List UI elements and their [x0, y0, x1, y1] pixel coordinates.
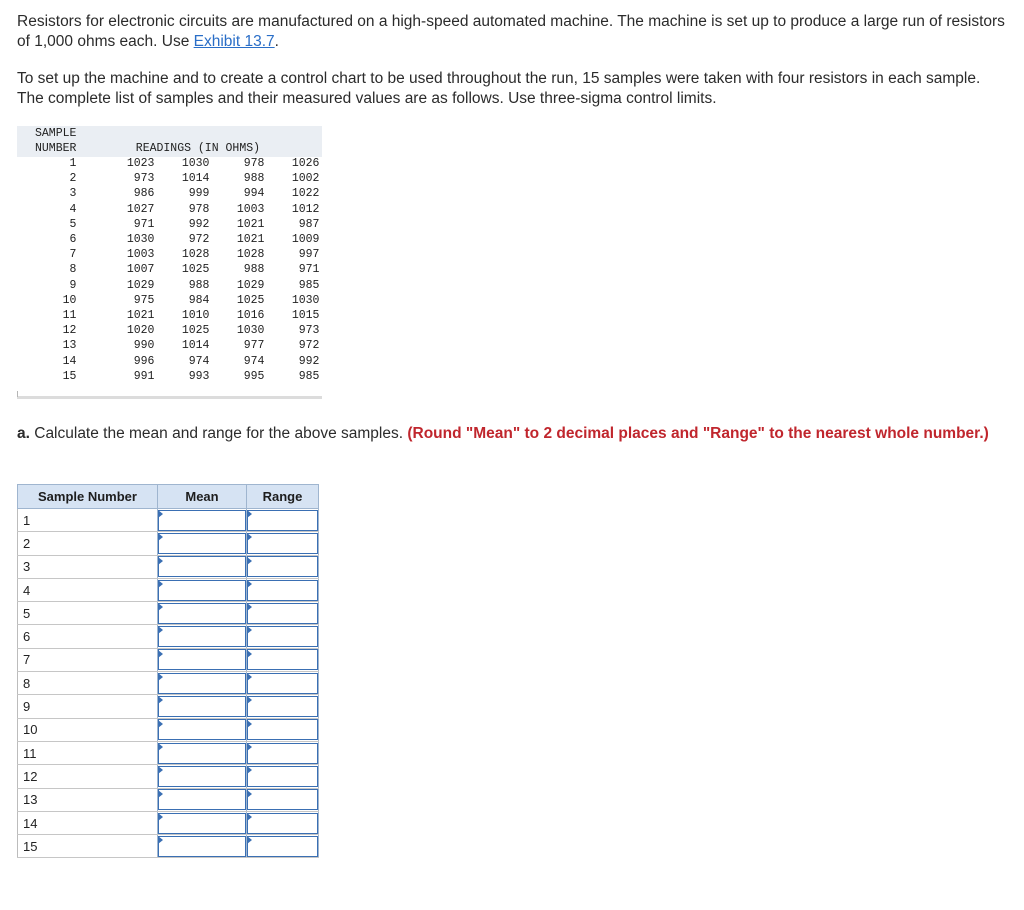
answer-sample-number: 11	[18, 741, 158, 764]
input-marker-icon	[247, 836, 252, 844]
answer-row	[18, 625, 319, 648]
answer-header-mean: Mean	[158, 485, 247, 509]
answer-sample-number: 15	[18, 835, 158, 858]
reading-cell: 1020	[126, 324, 155, 338]
input-marker-icon	[247, 673, 252, 681]
readings-row	[17, 308, 319, 323]
answer-row	[18, 602, 319, 625]
mean-cell	[158, 672, 247, 695]
sample-number-cell: 7	[69, 248, 77, 262]
intro-period: .	[274, 33, 279, 50]
reading-cell: 1014	[181, 172, 210, 186]
answer-row	[18, 648, 319, 671]
reading-cell: 1010	[181, 309, 210, 323]
mean-cell	[158, 811, 247, 834]
answer-sample-number: 8	[18, 672, 158, 695]
readings-table-image	[17, 126, 322, 399]
range-cell	[247, 555, 319, 578]
answer-sample-number: 5	[18, 602, 158, 625]
range-input[interactable]	[247, 510, 318, 531]
sample-number-cell: 13	[62, 339, 77, 353]
reading-cell: 977	[243, 339, 265, 353]
input-marker-icon	[158, 720, 163, 728]
input-marker-icon	[158, 813, 163, 821]
readings-header: READINGS (IN OHMS)	[135, 142, 261, 155]
answer-sample-number: 6	[18, 625, 158, 648]
reading-cell: 978	[188, 202, 210, 216]
reading-cell: 1022	[291, 187, 320, 201]
readings-row	[17, 369, 319, 384]
input-marker-icon	[158, 766, 163, 774]
reading-cell: 1030	[126, 233, 155, 247]
reading-cell: 985	[298, 369, 320, 383]
reading-cell: 1025	[181, 324, 210, 338]
mean-input[interactable]	[158, 603, 246, 624]
sample-number-cell: 12	[62, 324, 77, 338]
readings-row	[17, 186, 319, 201]
answer-row	[18, 695, 319, 718]
input-marker-icon	[247, 650, 252, 658]
mean-cell	[158, 718, 247, 741]
input-marker-icon	[247, 626, 252, 634]
sample-number-cell: 14	[62, 354, 77, 368]
range-cell	[247, 695, 319, 718]
input-marker-icon	[158, 626, 163, 634]
sample-number-cell: 11	[62, 309, 77, 323]
readings-row	[17, 354, 319, 369]
range-input[interactable]	[247, 673, 318, 694]
reading-cell: 971	[298, 263, 320, 277]
mean-input[interactable]	[158, 743, 246, 764]
input-marker-icon	[247, 510, 252, 518]
mean-cell	[158, 835, 247, 858]
answer-sample-number: 4	[18, 578, 158, 601]
readings-row	[17, 171, 319, 186]
range-cell	[247, 648, 319, 671]
range-cell	[247, 602, 319, 625]
intro-text: Resistors for electronic circuits are manufactured on a high-speed automated machine. The machine is set up to produce a large run of resistors of 1,000 ohms each. Use	[17, 13, 1005, 50]
input-marker-icon	[247, 603, 252, 611]
answer-sample-number: 10	[18, 718, 158, 741]
answer-sample-number: 12	[18, 765, 158, 788]
readings-table	[17, 126, 319, 384]
answer-row	[18, 788, 319, 811]
answer-sample-number: 3	[18, 555, 158, 578]
reading-cell: 1028	[181, 248, 210, 262]
answer-header-range: Range	[247, 485, 319, 509]
range-cell	[247, 741, 319, 764]
readings-row	[17, 262, 319, 277]
input-marker-icon	[158, 743, 163, 751]
reading-cell: 996	[133, 354, 155, 368]
answer-sample-number: 1	[18, 509, 158, 532]
reading-cell: 1030	[181, 157, 210, 170]
reading-cell: 1025	[236, 293, 265, 307]
answer-sample-number: 14	[18, 811, 158, 834]
question-a-label: a.	[17, 425, 30, 442]
question-a	[17, 424, 1007, 443]
input-marker-icon	[158, 533, 163, 541]
input-marker-icon	[247, 533, 252, 541]
range-cell	[247, 672, 319, 695]
range-input[interactable]	[247, 743, 318, 764]
answer-sample-number: 9	[18, 695, 158, 718]
sample-header-line2: NUMBER	[35, 142, 77, 155]
reading-cell: 1016	[236, 309, 265, 323]
reading-cell: 995	[243, 369, 265, 383]
readings-row	[17, 323, 319, 338]
sample-header-line1: SAMPLE	[35, 127, 77, 140]
range-input[interactable]	[247, 649, 318, 670]
sample-number-cell: 5	[69, 217, 77, 231]
input-marker-icon	[247, 696, 252, 704]
reading-cell: 973	[133, 172, 155, 186]
input-marker-icon	[247, 766, 252, 774]
reading-cell: 992	[298, 354, 320, 368]
reading-cell: 993	[188, 369, 210, 383]
range-input[interactable]	[247, 836, 318, 857]
sample-number-cell: 3	[69, 187, 77, 201]
answer-sample-number: 13	[18, 788, 158, 811]
input-marker-icon	[158, 650, 163, 658]
reading-cell: 975	[133, 293, 155, 307]
reading-cell: 986	[133, 187, 155, 201]
range-cell	[247, 532, 319, 555]
readings-row	[17, 202, 319, 217]
reading-cell: 1029	[236, 278, 265, 292]
reading-cell: 1003	[236, 202, 265, 216]
range-input[interactable]	[247, 719, 318, 740]
mean-input[interactable]	[158, 673, 246, 694]
reading-cell: 974	[243, 354, 265, 368]
reading-cell: 990	[133, 339, 155, 353]
input-marker-icon	[158, 790, 163, 798]
answer-row	[18, 578, 319, 601]
problem-intro	[17, 12, 1007, 52]
reading-cell: 1021	[236, 233, 265, 247]
table-edge-mark	[17, 391, 18, 397]
answer-row	[18, 509, 319, 532]
reading-cell: 1009	[291, 233, 320, 247]
range-input[interactable]	[247, 766, 318, 787]
input-marker-icon	[247, 790, 252, 798]
reading-cell: 987	[298, 217, 320, 231]
answer-row	[18, 811, 319, 834]
sample-number-cell: 6	[69, 233, 77, 247]
range-cell	[247, 835, 319, 858]
range-cell	[247, 811, 319, 834]
input-marker-icon	[247, 557, 252, 565]
input-marker-icon	[158, 580, 163, 588]
answer-row	[18, 532, 319, 555]
sample-number-cell: 2	[69, 172, 77, 186]
mean-cell	[158, 555, 247, 578]
sample-number-cell: 10	[62, 293, 77, 307]
range-input[interactable]	[247, 696, 318, 717]
reading-cell: 999	[188, 187, 210, 201]
answer-row	[18, 672, 319, 695]
input-marker-icon	[158, 603, 163, 611]
input-marker-icon	[247, 743, 252, 751]
input-marker-icon	[247, 720, 252, 728]
question-a-text: Calculate the mean and range for the above samples.	[29, 425, 408, 442]
reading-cell: 1021	[126, 309, 155, 323]
reading-cell: 988	[243, 172, 265, 186]
range-input[interactable]	[247, 580, 318, 601]
range-input[interactable]	[247, 603, 318, 624]
reading-cell: 1028	[236, 248, 265, 262]
answer-row	[18, 765, 319, 788]
reading-cell: 985	[298, 278, 320, 292]
range-cell	[247, 765, 319, 788]
readings-row	[17, 338, 319, 353]
reading-cell: 978	[243, 157, 265, 170]
range-input[interactable]	[247, 556, 318, 577]
answer-row	[18, 555, 319, 578]
reading-cell: 1025	[181, 263, 210, 277]
mean-cell	[158, 741, 247, 764]
sample-number-cell: 4	[69, 202, 77, 216]
mean-input[interactable]	[158, 719, 246, 740]
mean-input[interactable]	[158, 580, 246, 601]
mean-input[interactable]	[158, 510, 246, 531]
mean-cell	[158, 788, 247, 811]
reading-cell: 988	[188, 278, 210, 292]
answer-row	[18, 718, 319, 741]
sample-number-cell: 1	[69, 157, 77, 170]
mean-cell	[158, 509, 247, 532]
exhibit-link[interactable]: Exhibit 13.7	[193, 33, 275, 50]
mean-input[interactable]	[158, 556, 246, 577]
range-input[interactable]	[247, 789, 318, 810]
range-cell	[247, 578, 319, 601]
readings-row	[17, 247, 319, 262]
answer-row	[18, 741, 319, 764]
reading-cell: 984	[188, 293, 210, 307]
sample-number-cell: 8	[69, 263, 77, 277]
reading-cell: 1030	[291, 293, 320, 307]
reading-cell: 974	[188, 354, 210, 368]
range-input[interactable]	[247, 626, 318, 647]
input-marker-icon	[158, 673, 163, 681]
input-marker-icon	[247, 813, 252, 821]
reading-cell: 994	[243, 187, 265, 201]
range-cell	[247, 509, 319, 532]
readings-row	[17, 217, 319, 232]
sample-number-cell: 15	[62, 369, 77, 383]
mean-input[interactable]	[158, 533, 246, 554]
reading-cell: 972	[188, 233, 210, 247]
reading-cell: 988	[243, 263, 265, 277]
answer-header-sample: Sample Number	[18, 485, 158, 509]
answer-sample-number: 2	[18, 532, 158, 555]
readings-row	[17, 232, 319, 247]
reading-cell: 991	[133, 369, 155, 383]
reading-cell: 1003	[126, 248, 155, 262]
readings-row	[17, 278, 319, 293]
question-a-instruction: (Round "Mean" to 2 decimal places and "Range" to the nearest whole number.)	[407, 425, 989, 442]
mean-cell	[158, 532, 247, 555]
input-marker-icon	[158, 836, 163, 844]
reading-cell: 1012	[291, 202, 320, 216]
input-marker-icon	[158, 696, 163, 704]
reading-cell: 992	[188, 217, 210, 231]
mean-input[interactable]	[158, 649, 246, 670]
readings-row	[17, 293, 319, 308]
reading-cell: 1002	[291, 172, 320, 186]
reading-cell: 1029	[126, 278, 155, 292]
mean-input[interactable]	[158, 789, 246, 810]
answer-row	[18, 835, 319, 858]
reading-cell: 973	[298, 324, 320, 338]
reading-cell: 997	[298, 248, 320, 262]
range-cell	[247, 718, 319, 741]
reading-cell: 1026	[291, 157, 320, 170]
input-marker-icon	[158, 510, 163, 518]
answer-table	[17, 484, 319, 858]
reading-cell: 1007	[126, 263, 155, 277]
mean-cell	[158, 648, 247, 671]
range-cell	[247, 625, 319, 648]
reading-cell: 1027	[126, 202, 155, 216]
reading-cell: 972	[298, 339, 320, 353]
mean-cell	[158, 602, 247, 625]
reading-cell: 1021	[236, 217, 265, 231]
mean-input[interactable]	[158, 696, 246, 717]
reading-cell: 1014	[181, 339, 210, 353]
mean-cell	[158, 625, 247, 648]
problem-setup: To set up the machine and to create a control chart to be used throughout the run, 15 samples were taken with four resistors in each sample. The complete list of samples and their measured values are as follows. Use three-sigma control limits.	[17, 70, 981, 107]
mean-input[interactable]	[158, 766, 246, 787]
range-input[interactable]	[247, 813, 318, 834]
sample-number-cell: 9	[69, 278, 77, 292]
mean-input[interactable]	[158, 813, 246, 834]
mean-cell	[158, 695, 247, 718]
reading-cell: 1030	[236, 324, 265, 338]
answer-sample-number: 7	[18, 648, 158, 671]
range-cell	[247, 788, 319, 811]
reading-cell: 971	[133, 217, 155, 231]
mean-cell	[158, 765, 247, 788]
input-marker-icon	[247, 580, 252, 588]
input-marker-icon	[158, 557, 163, 565]
mean-input[interactable]	[158, 626, 246, 647]
reading-cell: 1015	[291, 309, 320, 323]
reading-cell: 1023	[126, 157, 155, 170]
mean-cell	[158, 578, 247, 601]
readings-row	[17, 156, 319, 171]
mean-input[interactable]	[158, 836, 246, 857]
range-input[interactable]	[247, 533, 318, 554]
